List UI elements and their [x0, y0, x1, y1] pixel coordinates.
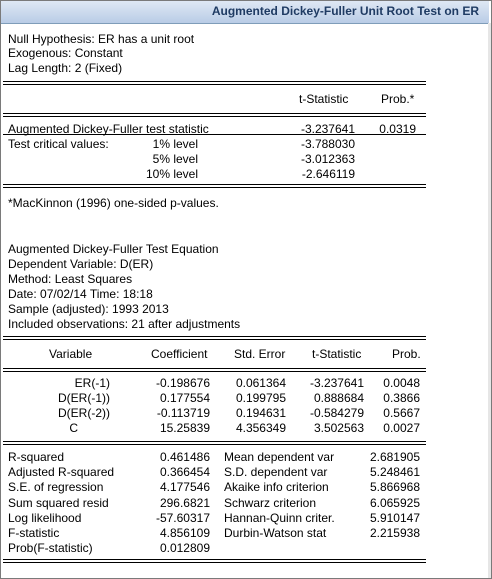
rule	[3, 116, 426, 117]
stat-label: Hannan-Quinn criter.	[224, 511, 335, 525]
vertical-scrollbar[interactable]	[488, 23, 491, 578]
stat-value: 0.012809	[159, 541, 210, 555]
date-time: Date: 07/02/14 Time: 18:18	[8, 287, 153, 301]
rule	[3, 441, 426, 442]
stat-value: 296.6821	[159, 496, 210, 510]
rule	[3, 444, 426, 445]
col-prob-header: Prob.	[392, 347, 421, 361]
stat-label: Durbin-Watson stat	[224, 526, 327, 540]
null-hypothesis: Null Hypothesis: ER has a unit root	[8, 32, 195, 46]
stat-value: 5.866968	[369, 480, 420, 494]
rule	[3, 371, 426, 372]
stat-value: 2.681905	[369, 450, 420, 464]
coef-value: -0.113719	[156, 406, 210, 420]
coef-value: -0.198676	[155, 376, 210, 390]
crit-value: -2.646119	[301, 167, 355, 181]
footnote: *MacKinnon (1996) one-sided p-values.	[8, 196, 219, 210]
stat-value: 0.461486	[159, 450, 210, 464]
col-variable-header: Variable	[49, 347, 93, 361]
stat-value: 6.065925	[369, 496, 420, 510]
crit-level: 5% level	[152, 152, 198, 166]
rule	[3, 187, 426, 188]
adf-prob: 0.0319	[379, 122, 416, 136]
crit-level: 1% level	[152, 137, 198, 151]
coef-tstat: -3.237641	[309, 376, 364, 390]
method: Method: Least Squares	[8, 272, 133, 286]
coef-prob: 0.5667	[383, 406, 420, 420]
stat-label: Schwarz criterion	[224, 496, 317, 510]
coef-variable: D(ER(-2))	[58, 406, 110, 420]
exogenous: Exogenous: Constant	[8, 46, 123, 60]
stat-value: -57.60317	[155, 511, 210, 525]
rule	[3, 368, 426, 369]
equation-title: Augmented Dickey-Fuller Test Equation	[8, 242, 219, 256]
crit-value: -3.012363	[300, 152, 355, 166]
col-prob-header: Prob.*	[381, 92, 415, 106]
coef-tstat: 3.502563	[313, 421, 364, 435]
crit-value: -3.788030	[300, 137, 355, 151]
stat-label: Prob(F-statistic)	[8, 541, 93, 555]
stat-value: 5.910147	[369, 511, 420, 525]
lag-length: Lag Length: 2 (Fixed)	[8, 61, 123, 75]
rule	[3, 113, 426, 114]
coef-se: 4.356349	[235, 421, 286, 435]
col-coefficient-header: Coefficient	[151, 347, 208, 361]
coef-variable: D(ER(-1))	[58, 391, 110, 405]
stat-label: Akaike info criterion	[224, 480, 329, 494]
stat-value: 4.856109	[159, 526, 210, 540]
coef-tstat: 0.888684	[313, 391, 364, 405]
coef-prob: 0.0027	[383, 421, 420, 435]
coef-se: 0.061364	[235, 376, 286, 390]
rule	[3, 134, 426, 135]
stat-value: 2.215938	[369, 526, 420, 540]
coef-prob: 0.0048	[383, 376, 420, 390]
stat-label: R-squared	[8, 450, 65, 464]
stat-label: S.E. of regression	[8, 480, 104, 494]
stat-label: Mean dependent var	[224, 450, 335, 464]
adf-tstat: -3.237641	[300, 122, 355, 136]
sample: Sample (adjusted): 1993 2013	[8, 302, 169, 316]
stat-value: 5.248461	[369, 465, 420, 479]
stat-value: 4.177546	[159, 480, 210, 494]
rule	[3, 339, 426, 340]
rule	[3, 81, 426, 82]
coef-value: 15.25839	[159, 421, 210, 435]
stat-value: 0.366454	[159, 465, 210, 479]
crit-label: Test critical values:	[8, 137, 109, 151]
adf-label: Augmented Dickey-Fuller test statistic	[8, 122, 209, 136]
coef-variable: C	[69, 421, 78, 435]
stat-label: Sum squared resid	[8, 496, 109, 510]
dependent-variable: Dependent Variable: D(ER)	[8, 257, 154, 271]
col-stderror-header: Std. Error	[234, 347, 286, 361]
rule	[3, 184, 426, 185]
stat-label: Adjusted R-squared	[8, 465, 115, 479]
observations: Included observations: 21 after adjustments	[8, 317, 241, 331]
window-titlebar	[1, 1, 489, 24]
col-tstat-header: t-Statistic	[299, 92, 349, 106]
coef-tstat: -0.584279	[309, 406, 364, 420]
coef-value: 0.177554	[159, 391, 210, 405]
window-title: Augmented Dickey-Fuller Unit Root Test on ER	[211, 4, 479, 18]
rule	[3, 336, 426, 337]
coef-se: 0.199795	[235, 391, 286, 405]
rule	[3, 562, 426, 563]
coef-variable: ER(-1)	[74, 376, 110, 390]
crit-level: 10% level	[145, 167, 198, 181]
stat-label: Log likelihood	[8, 511, 82, 525]
coef-se: 0.194631	[235, 406, 286, 420]
coef-prob: 0.3866	[383, 391, 420, 405]
rule	[3, 84, 426, 85]
stat-label: S.D. dependent var	[224, 465, 328, 479]
stat-label: F-statistic	[8, 526, 60, 540]
col-tstat-header: t-Statistic	[312, 347, 362, 361]
rule	[3, 559, 426, 560]
